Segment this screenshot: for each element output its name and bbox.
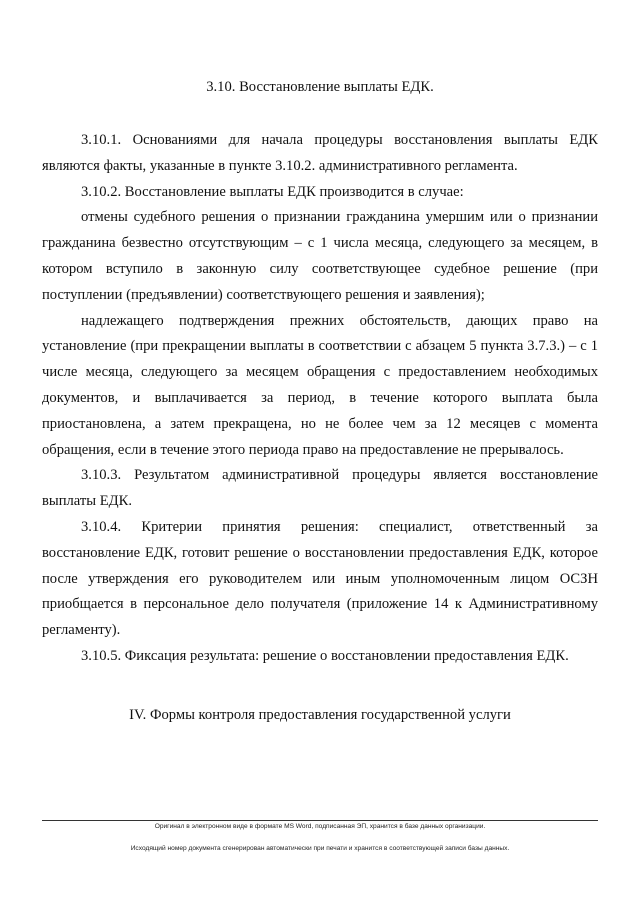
paragraph-3-10-3: 3.10.3. Результатом административной процедуры является восстановление выплаты ЕДК. — [42, 467, 598, 510]
footer-original-note: Оригинал в электронном виде в формате MS Word, подписанная ЭП, хранится в базе данных организации. — [154, 823, 486, 830]
paragraph-3-10-1: 3.10.1. Основаниями для начала процедуры восстановления выплаты ЕДК являются факты, указанные в пункте 3.10.2. административного регламента. — [42, 132, 598, 174]
footer-divider — [42, 820, 598, 821]
paragraph-circumstances: надлежащего подтверждения прежних обстоятельств, дающих право на установление (при прекращении выплаты в соответствии с абзацем 5 пункта 3.7.3.) – с 1 числе месяца, следующего за месяцем обращения с предоставлением необходимых документов, и выплачивается за период, в течение которого выплата была приостановлена, а затем прекращена, но не более чем за 12 месяцев с момента обращения, если в течение этого периода право на предоставление не прерывалось. — [42, 312, 598, 458]
next-section-title: IV. Формы контроля предоставления государственной услуги — [129, 707, 511, 723]
paragraph-court-decision: отмены судебного решения о признании гражданина умершим или о признании гражданина безвестно отсутствующим – с 1 числа месяца, следующего за месяцем, в котором вступило в законную силу соответствующее судебное решение (при поступлении (предъявлении) соответствующего решения и заявления); — [42, 209, 598, 303]
paragraph-3-10-5: 3.10.5. Фиксация результата: решение о восстановлении предоставления ЕДК. — [81, 647, 569, 664]
paragraph-3-10-4: 3.10.4. Критерии принятия решения: специалист, ответственный за восстановление ЕДК, готовит решение о восстановлении предоставления ЕДК, которое после утверждения его руководителем или иным уполномоченным лицом ОСЗН приобщается в персональное дело получателя (приложение 14 к Административному регламенту). — [42, 518, 598, 639]
paragraph-3-10-2: 3.10.2. Восстановление выплаты ЕДК производится в случае: — [81, 183, 464, 200]
section-title: 3.10. Восстановление выплаты ЕДК. — [206, 79, 434, 95]
document-body — [42, 128, 598, 670]
footer-number-note: Исходящий номер документа сгенерирован автоматически при печати и хранится в соответствующей записи базы данных. — [130, 845, 510, 852]
